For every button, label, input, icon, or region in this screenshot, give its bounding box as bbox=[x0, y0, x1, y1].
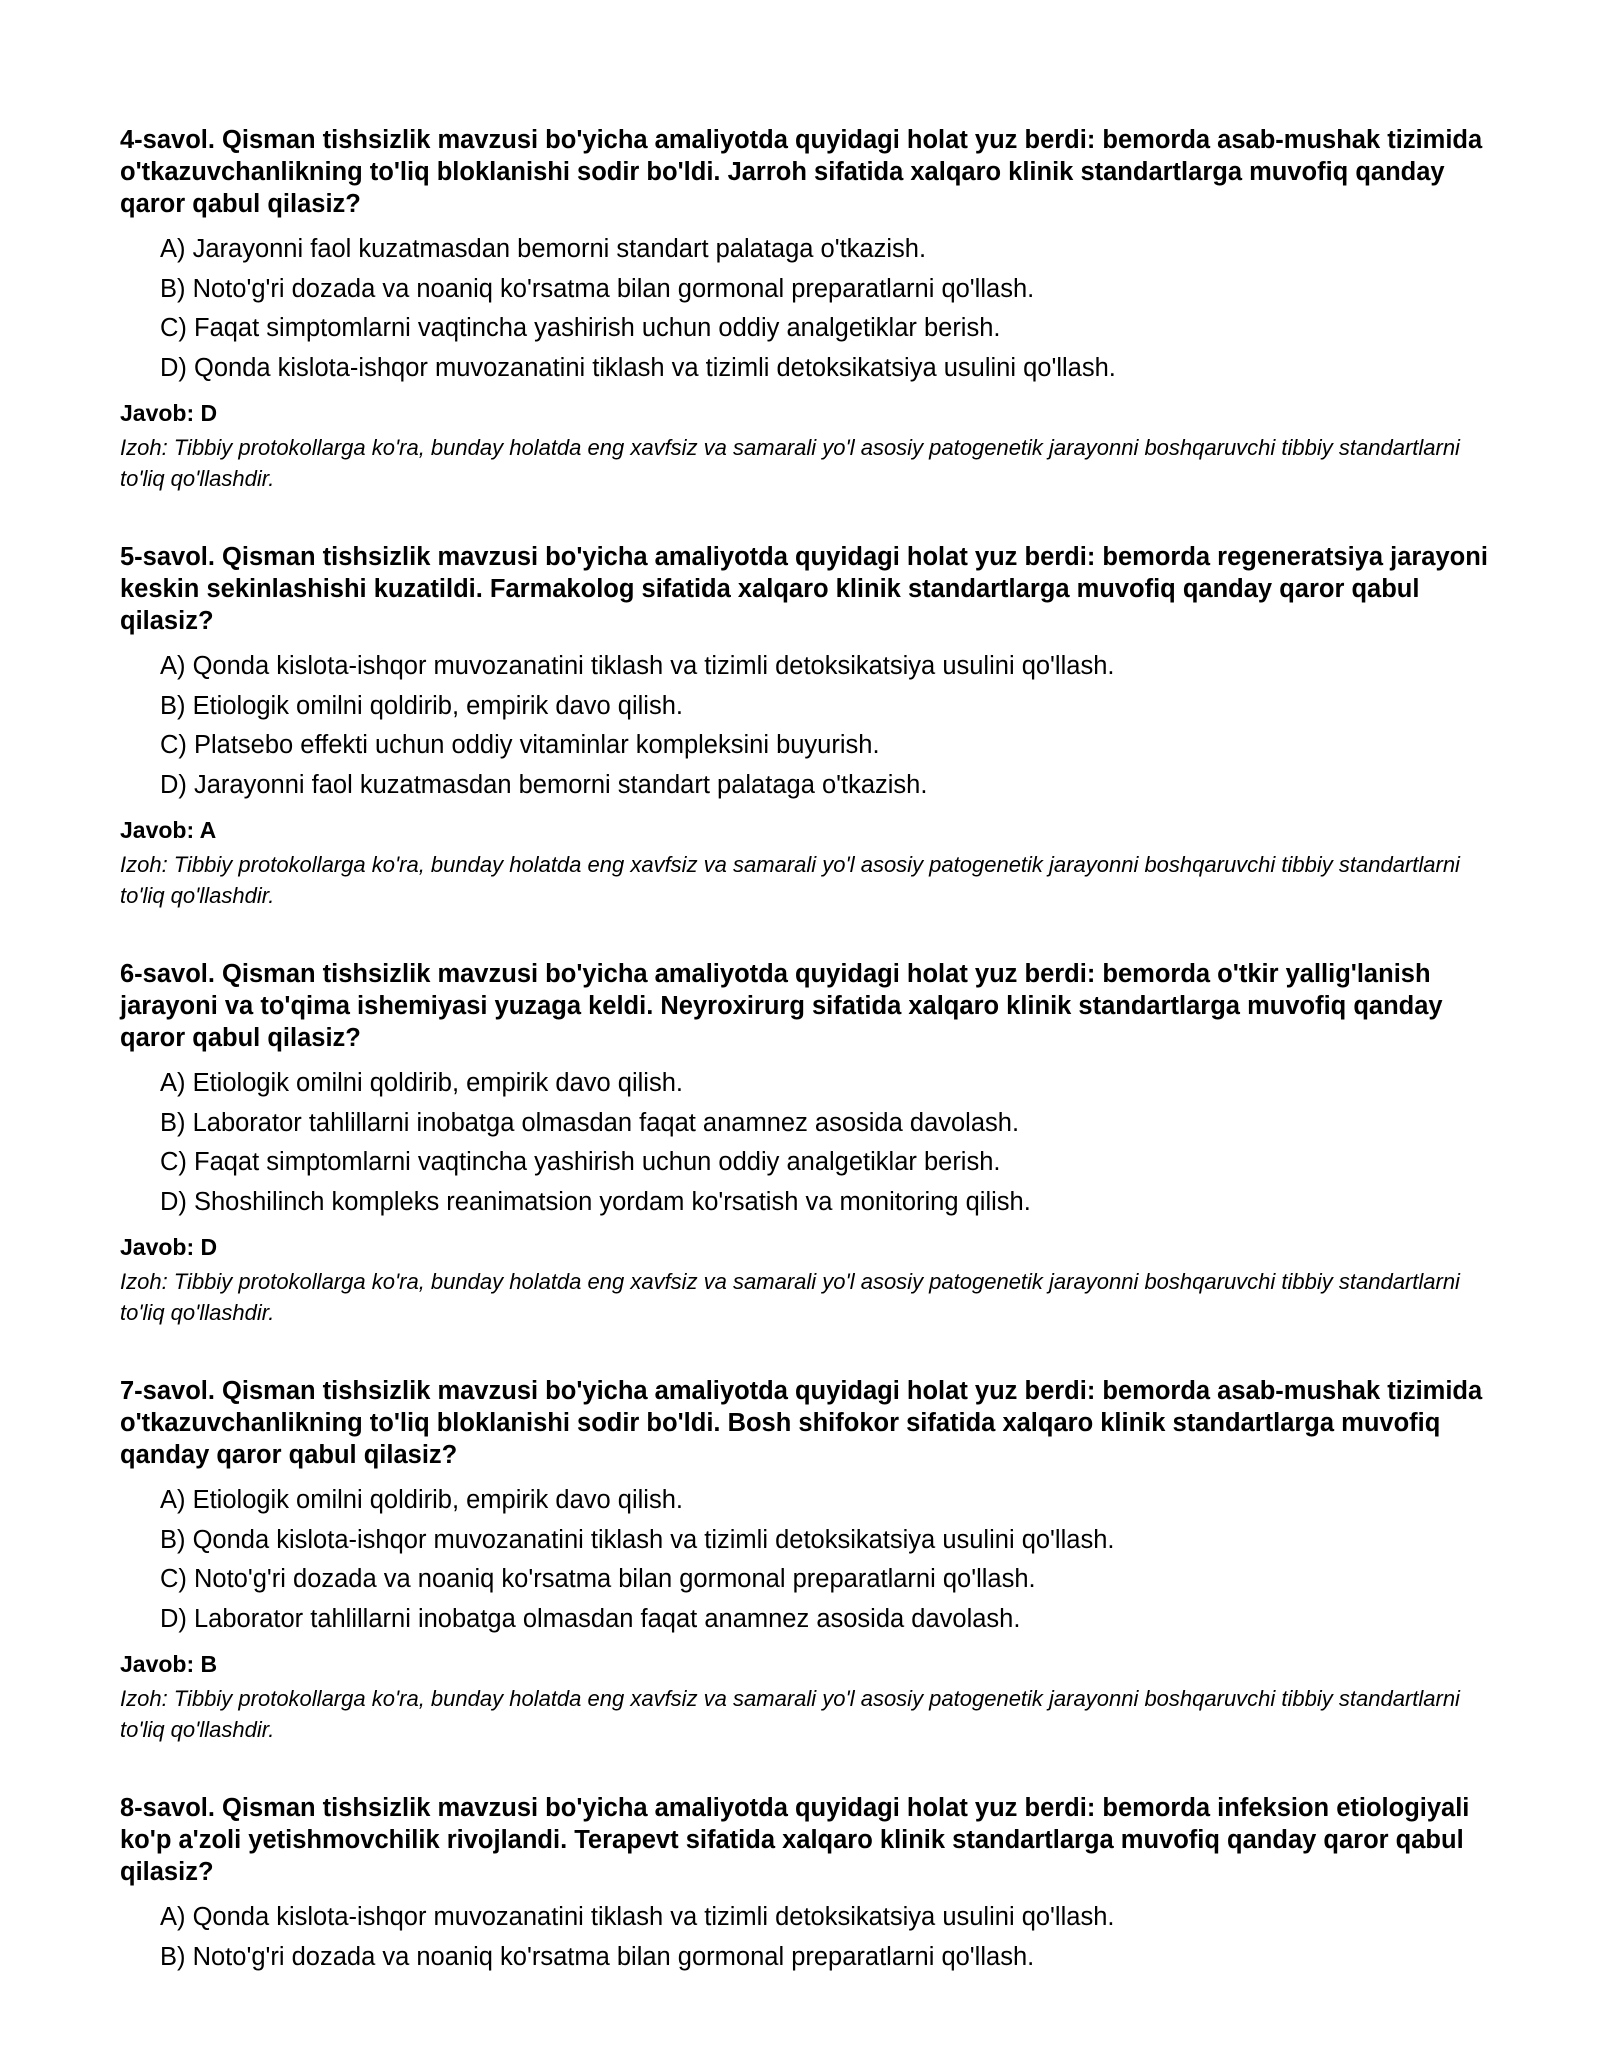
question-title: 5-savol. Qisman tishsizlik mavzusi bo'yicha amaliyotda quyidagi holat yuz berdi: bemorda regeneratsiya jarayoni keskin sekinlashishi kuzatildi. Farmakolog sifatida xalqaro klinik standartlarga muvofiq qanday qaror qabul qilasiz? bbox=[120, 543, 1488, 635]
correct-answer: Javob: D bbox=[120, 1234, 218, 1260]
question-6 bbox=[120, 958, 1500, 1328]
option-d: D) Shoshilinch kompleks reanimatsion yordam ko'rsatish va monitoring qilish. bbox=[160, 1187, 1031, 1216]
question-4 bbox=[120, 124, 1500, 494]
question-8 bbox=[120, 1792, 1500, 1977]
explanation: Izoh: Tibbiy protokollarga ko'ra, bunday holatda eng xavfsiz va samarali yo'l asosiy patogenetik jarayonni boshqaruvchi tibbiy standartlarni to'liq qo'llashdir. bbox=[120, 852, 1460, 908]
answer-options bbox=[160, 1481, 1500, 1639]
option-a: A) Jarayonni faol kuzatmasdan bemorni standart palataga o'tkazish. bbox=[160, 235, 927, 263]
answer-options bbox=[160, 647, 1500, 805]
option-b: B) Noto'g'ri dozada va noaniq ko'rsatma bilan gormonal preparatlarni qo'llash. bbox=[160, 1942, 1035, 1971]
option-c: C) Faqat simptomlarni vaqtincha yashirish uchun oddiy analgetiklar berish. bbox=[160, 1148, 1001, 1176]
correct-answer: Javob: D bbox=[120, 400, 218, 426]
option-d: D) Jarayonni faol kuzatmasdan bemorni standart palataga o'tkazish. bbox=[160, 770, 928, 799]
question-title: 7-savol. Qisman tishsizlik mavzusi bo'yicha amaliyotda quyidagi holat yuz berdi: bemorda asab-mushak tizimida o'tkazuvchanlikning to'liq bloklanishi sodir bo'ldi. Bosh shifokor sifatida xalqaro klinik standartlarga muvofiq qanday qaror qabul qilasiz? bbox=[120, 1377, 1483, 1469]
explanation: Izoh: Tibbiy protokollarga ko'ra, bunday holatda eng xavfsiz va samarali yo'l asosiy patogenetik jarayonni boshqaruvchi tibbiy standartlarni to'liq qo'llashdir. bbox=[120, 435, 1460, 491]
option-a: A) Qonda kislota-ishqor muvozanatini tiklash va tizimli detoksikatsiya usulini qo'llash. bbox=[160, 652, 1115, 680]
option-a: A) Etiologik omilni qoldirib, empirik davo qilish. bbox=[160, 1486, 683, 1514]
question-title: 4-savol. Qisman tishsizlik mavzusi bo'yicha amaliyotda quyidagi holat yuz berdi: bemorda asab-mushak tizimida o'tkazuvchanlikning to'liq bloklanishi sodir bo'ldi. Jarroh sifatida xalqaro klinik standartlarga muvofiq qanday qaror qabul qilasiz? bbox=[120, 126, 1483, 218]
explanation: Izoh: Tibbiy protokollarga ko'ra, bunday holatda eng xavfsiz va samarali yo'l asosiy patogenetik jarayonni boshqaruvchi tibbiy standartlarni to'liq qo'llashdir. bbox=[120, 1686, 1460, 1742]
correct-answer: Javob: B bbox=[120, 1651, 218, 1677]
option-a: A) Etiologik omilni qoldirib, empirik davo qilish. bbox=[160, 1069, 683, 1097]
option-a: A) Qonda kislota-ishqor muvozanatini tiklash va tizimli detoksikatsiya usulini qo'llash. bbox=[160, 1903, 1115, 1931]
question-5 bbox=[120, 541, 1500, 911]
answer-options bbox=[160, 1064, 1500, 1222]
option-d: D) Laborator tahlillarni inobatga olmasdan faqat anamnez asosida davolash. bbox=[160, 1604, 1021, 1633]
question-title: 8-savol. Qisman tishsizlik mavzusi bo'yicha amaliyotda quyidagi holat yuz berdi: bemorda infeksion etiologiyali ko'p a'zoli yetishmovchilik rivojlandi. Terapevt sifatida xalqaro klinik standartlarga muvofiq qanday qaror qabul qilasiz? bbox=[120, 1794, 1470, 1886]
option-b: B) Laborator tahlillarni inobatga olmasdan faqat anamnez asosida davolash. bbox=[160, 1108, 1020, 1137]
answer-options bbox=[160, 1898, 1500, 1977]
option-c: C) Faqat simptomlarni vaqtincha yashirish uchun oddiy analgetiklar berish. bbox=[160, 314, 1001, 342]
question-7 bbox=[120, 1375, 1500, 1745]
option-c: C) Noto'g'ri dozada va noaniq ko'rsatma bilan gormonal preparatlarni qo'llash. bbox=[160, 1565, 1036, 1593]
option-c: C) Platsebo effekti uchun oddiy vitaminlar kompleksini buyurish. bbox=[160, 731, 880, 759]
explanation: Izoh: Tibbiy protokollarga ko'ra, bunday holatda eng xavfsiz va samarali yo'l asosiy patogenetik jarayonni boshqaruvchi tibbiy standartlarni to'liq qo'llashdir. bbox=[120, 1269, 1460, 1325]
option-b: B) Noto'g'ri dozada va noaniq ko'rsatma bilan gormonal preparatlarni qo'llash. bbox=[160, 274, 1035, 303]
correct-answer: Javob: A bbox=[120, 817, 217, 843]
option-d: D) Qonda kislota-ishqor muvozanatini tiklash va tizimli detoksikatsiya usulini qo'llash. bbox=[160, 353, 1116, 382]
option-b: B) Qonda kislota-ishqor muvozanatini tiklash va tizimli detoksikatsiya usulini qo'llash. bbox=[160, 1525, 1115, 1554]
option-b: B) Etiologik omilni qoldirib, empirik davo qilish. bbox=[160, 691, 683, 720]
document-page bbox=[120, 124, 1500, 2024]
question-title: 6-savol. Qisman tishsizlik mavzusi bo'yicha amaliyotda quyidagi holat yuz berdi: bemorda o'tkir yallig'lanish jarayoni va to'qima ishemiyasi yuzaga keldi. Neyroxirurg sifatida xalqaro klinik standartlarga muvofiq qanday qaror qabul qilasiz? bbox=[120, 960, 1443, 1052]
answer-options bbox=[160, 230, 1500, 388]
